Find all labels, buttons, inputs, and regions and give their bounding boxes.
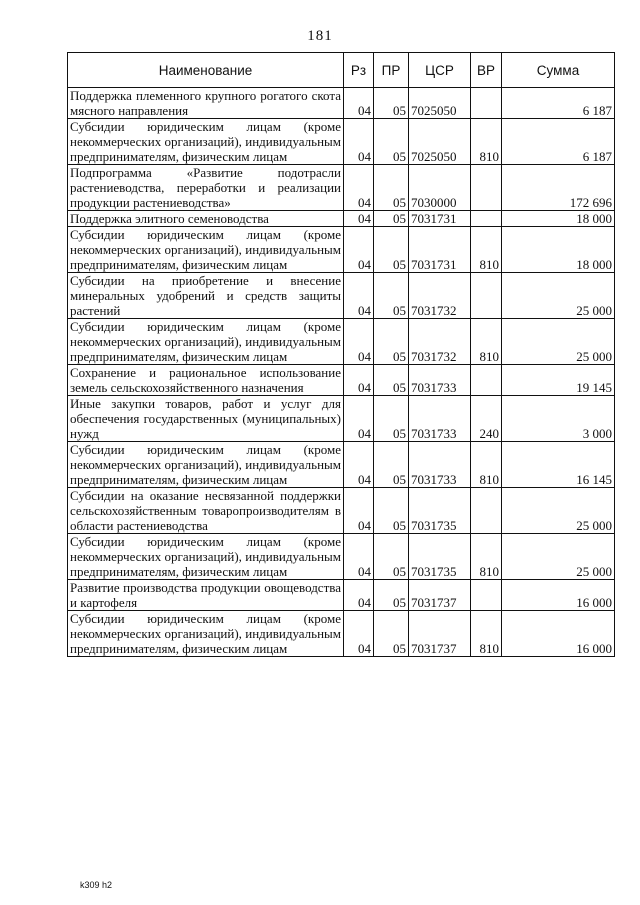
row-csr: 7031737 [409,580,471,611]
row-rz: 04 [344,396,374,442]
row-name: Субсидии юридическим лицам (кроме некоммерческих организаций), индивидуальным предпринимателям, физическим лицам [68,534,344,580]
row-pr: 05 [374,88,409,119]
document-code: k309 h2 [80,880,113,890]
row-rz: 04 [344,442,374,488]
row-csr: 7031732 [409,319,471,365]
row-sum: 25 000 [502,488,615,534]
row-sum: 6 187 [502,88,615,119]
row-name: Субсидии юридическим лицам (кроме некоммерческих организаций), индивидуальным предпринимателям, физическим лицам [68,227,344,273]
table-row [68,442,615,488]
row-sum: 25 000 [502,319,615,365]
row-csr: 7030000 [409,165,471,211]
row-sum: 6 187 [502,119,615,165]
page-number: 181 [307,28,333,44]
row-name: Поддержка элитного семеноводства [68,211,344,227]
table-body [68,88,615,657]
row-vr: 810 [471,227,502,273]
row-pr: 05 [374,211,409,227]
row-csr: 7031733 [409,442,471,488]
row-pr: 05 [374,319,409,365]
row-pr: 05 [374,396,409,442]
row-name: Подпрограмма «Развитие подотрасли растениеводства, переработки и реализации продукции растениеводства» [68,165,344,211]
row-name: Субсидии на приобретение и внесение минеральных удобрений и средств защиты растений [68,273,344,319]
row-sum: 19 145 [502,365,615,396]
table-row [68,488,615,534]
row-csr: 7031731 [409,211,471,227]
table-row [68,365,615,396]
row-rz: 04 [344,580,374,611]
header-rz: Рз [344,53,374,88]
row-sum: 16 145 [502,442,615,488]
header-pr: ПР [374,53,409,88]
row-pr: 05 [374,580,409,611]
row-sum: 18 000 [502,227,615,273]
header-vr: ВР [471,53,502,88]
header-csr: ЦСР [409,53,471,88]
row-vr: 810 [471,119,502,165]
row-sum: 172 696 [502,165,615,211]
row-rz: 04 [344,611,374,657]
row-csr: 7025050 [409,119,471,165]
row-name: Субсидии юридическим лицам (кроме некоммерческих организаций), индивидуальным предпринимателям, физическим лицам [68,442,344,488]
row-vr [471,580,502,611]
row-rz: 04 [344,534,374,580]
table-row [68,319,615,365]
row-csr: 7031735 [409,488,471,534]
table-row [68,211,615,227]
row-sum: 25 000 [502,273,615,319]
row-pr: 05 [374,365,409,396]
row-rz: 04 [344,273,374,319]
row-csr: 7025050 [409,88,471,119]
row-vr [471,488,502,534]
row-name: Иные закупки товаров, работ и услуг для обеспечения государственных (муниципальных) нужд [68,396,344,442]
row-sum: 16 000 [502,611,615,657]
row-vr [471,365,502,396]
row-rz: 04 [344,365,374,396]
row-name: Поддержка племенного крупного рогатого скота мясного направления [68,88,344,119]
table-row [68,227,615,273]
row-rz: 04 [344,211,374,227]
row-rz: 04 [344,88,374,119]
row-csr: 7031735 [409,534,471,580]
row-sum: 18 000 [502,211,615,227]
row-pr: 05 [374,273,409,319]
row-rz: 04 [344,488,374,534]
table-row [68,580,615,611]
row-csr: 7031732 [409,273,471,319]
table-header [68,53,615,88]
header-name: Наименование [68,53,344,88]
row-csr: 7031733 [409,365,471,396]
row-rz: 04 [344,319,374,365]
row-vr [471,273,502,319]
row-pr: 05 [374,611,409,657]
table-row [68,119,615,165]
row-name: Субсидии юридическим лицам (кроме некоммерческих организаций), индивидуальным предпринимателям, физическим лицам [68,119,344,165]
row-vr [471,88,502,119]
row-sum: 25 000 [502,534,615,580]
header-sum: Сумма [502,53,615,88]
row-rz: 04 [344,227,374,273]
row-vr [471,211,502,227]
table-row [68,611,615,657]
table-row [68,396,615,442]
table-row [68,534,615,580]
row-sum: 3 000 [502,396,615,442]
row-pr: 05 [374,227,409,273]
row-pr: 05 [374,442,409,488]
row-name: Субсидии на оказание несвязанной поддержки сельскохозяйственным товаропроизводителям в области растениеводства [68,488,344,534]
table-row [68,165,615,211]
row-csr: 7031737 [409,611,471,657]
row-vr: 810 [471,534,502,580]
row-name: Субсидии юридическим лицам (кроме некоммерческих организаций), индивидуальным предпринимателям, физическим лицам [68,319,344,365]
row-vr: 240 [471,396,502,442]
row-name: Субсидии юридическим лицам (кроме некоммерческих организаций), индивидуальным предпринимателям, физическим лицам [68,611,344,657]
row-vr [471,165,502,211]
row-rz: 04 [344,119,374,165]
row-name: Сохранение и рациональное использование земель сельскохозяйственного назначения [68,365,344,396]
row-vr: 810 [471,611,502,657]
row-csr: 7031733 [409,396,471,442]
row-vr: 810 [471,442,502,488]
row-sum: 16 000 [502,580,615,611]
row-csr: 7031731 [409,227,471,273]
row-name: Развитие производства продукции овощеводства и картофеля [68,580,344,611]
table-row [68,88,615,119]
row-vr: 810 [471,319,502,365]
table-row [68,273,615,319]
row-pr: 05 [374,488,409,534]
budget-table [67,52,615,657]
row-rz: 04 [344,165,374,211]
row-pr: 05 [374,165,409,211]
row-pr: 05 [374,534,409,580]
row-pr: 05 [374,119,409,165]
